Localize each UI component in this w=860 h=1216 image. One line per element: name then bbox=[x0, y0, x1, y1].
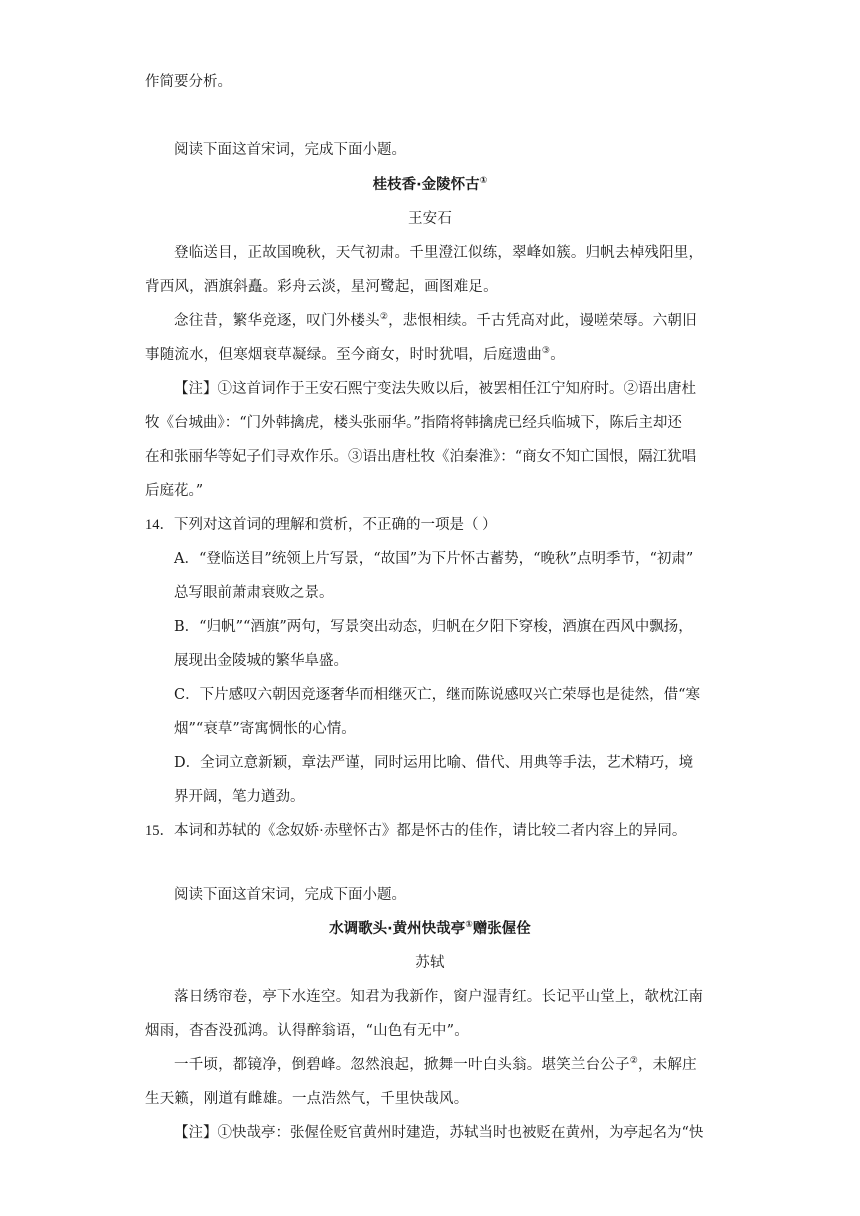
poem1-note-mark-2: ② bbox=[379, 312, 389, 323]
poem2-title-text-b: 赠张偓佺 bbox=[472, 921, 531, 937]
poem2-stanza1-line1: 落日绣帘卷，亭下水连空。知君为我新作，窗户湿青红。长记平山堂上，欹枕江南 bbox=[174, 989, 704, 1005]
option-c-line2[interactable]: 烟”“衰草”寄寓惆怅的心情。 bbox=[174, 721, 356, 737]
poem1-stanza1-line2: 背西风，酒旗斜矗。彩舟云淡，星河鹭起，画图难足。 bbox=[145, 279, 498, 295]
poem1-note-line1: 【注】①这首词作于王安石熙宁变法失败以后，被罢相任江宁知府时。②语出唐杜 bbox=[174, 381, 696, 397]
poem1-title bbox=[0, 175, 860, 195]
poem1-stanza2-line2-a: 事随流水，但寒烟衰草凝绿。至今商女，时时犹唱，后庭遗曲 bbox=[145, 347, 542, 363]
poem2-title-note-mark: ① bbox=[465, 920, 473, 931]
option-b-line1[interactable]: B．“归帆”“酒旗”两句，写景突出动态，归帆在夕阳下穿梭，酒旗在西风中飘扬， bbox=[174, 619, 693, 635]
option-a-line1[interactable]: A．“登临送目”统领上片写景，“故国”为下片怀古蓄势，“晚秋”点明季节，“初肃” bbox=[174, 551, 694, 567]
poem2-note-line1: 【注】①快哉亭：张偓佺贬官黄州时建造，苏轼当时也被贬在黄州，为亭起名为“快 bbox=[174, 1125, 704, 1141]
section2-intro: 阅读下面这首宋词，完成下面小题。 bbox=[174, 887, 406, 903]
poem2-stanza2-line1 bbox=[174, 1055, 697, 1075]
poem2-title bbox=[0, 919, 860, 939]
option-d-line1[interactable]: D．全词立意新颖，章法严谨，同时运用比喻、借代、用典等手法，艺术精巧，境 bbox=[174, 755, 694, 771]
poem1-stanza2-line1-b: ，悲恨相续。千古凭高对此，谩嗟荣辱。六朝旧 bbox=[388, 313, 697, 329]
poem2-stanza2-line1-b: ，未解庄 bbox=[637, 1057, 697, 1073]
question-15-stem: 15．本词和苏轼的《念奴娇·赤壁怀古》都是怀古的佳作，请比较二者内容上的异同。 bbox=[145, 823, 687, 839]
poem1-author: 王安石 bbox=[407, 211, 453, 227]
poem1-stanza2-line2-b: 。 bbox=[550, 347, 565, 363]
poem2-note-mark-2: ② bbox=[629, 1056, 638, 1067]
previous-question-tail: 作简要分析。 bbox=[145, 74, 232, 90]
poem1-note-mark-3: ③ bbox=[541, 346, 551, 357]
poem1-stanza2-line1 bbox=[174, 311, 697, 331]
poem1-note-line3: 在和张丽华等妃子们寻欢作乐。③语出唐杜牧《泊秦淮》：“商女不知亡国恨，隔江犹唱 bbox=[145, 449, 697, 465]
poem1-stanza2-line2 bbox=[145, 345, 565, 365]
poem1-title-text: 桂枝香·金陵怀古 bbox=[372, 177, 480, 193]
poem1-title-note-mark: ① bbox=[479, 176, 488, 187]
option-d-line2[interactable]: 界开阔，笔力遒劲。 bbox=[174, 789, 305, 805]
section1-intro: 阅读下面这首宋词，完成下面小题。 bbox=[174, 142, 406, 158]
option-c-line1[interactable]: C．下片感叹六朝因竞逐奢华而相继灭亡，继而陈说感叹兴亡荣辱也是徒然，借“寒 bbox=[174, 687, 701, 703]
poem2-author: 苏轼 bbox=[415, 955, 445, 971]
poem2-stanza1-line2: 烟雨，杳杳没孤鸿。认得醉翁语，“山色有无中”。 bbox=[145, 1023, 469, 1039]
poem2-title-text-a: 水调歌头·黄州快哉亭 bbox=[329, 921, 466, 937]
option-a-line2[interactable]: 总写眼前萧肃衰败之景。 bbox=[174, 585, 334, 601]
poem1-note-line2: 牧《台城曲》：“门外韩擒虎，楼头张丽华。”指隋将韩擒虎已经兵临城下，陈后主却还 bbox=[145, 415, 682, 431]
poem1-stanza2-line1-a: 念往昔，繁华竞逐，叹门外楼头 bbox=[174, 313, 380, 329]
question-14-stem: 14．下列对这首词的理解和赏析，不正确的一项是（ ） bbox=[145, 517, 497, 533]
poem2-stanza2-line1-a: 一千顷，都镜净，倒碧峰。忽然浪起，掀舞一叶白头翁。堪笑兰台公子 bbox=[174, 1057, 630, 1073]
poem2-stanza2-line2: 生天籁，刚道有雌雄。一点浩然气，千里快哉风。 bbox=[145, 1091, 469, 1107]
poem1-note-line4: 后庭花。” bbox=[145, 483, 204, 499]
poem1-stanza1-line1: 登临送目，正故国晚秋，天气初肃。千里澄江似练，翠峰如簇。归帆去棹残阳里， bbox=[174, 245, 704, 261]
option-b-line2[interactable]: 展现出金陵城的繁华阜盛。 bbox=[174, 653, 348, 669]
